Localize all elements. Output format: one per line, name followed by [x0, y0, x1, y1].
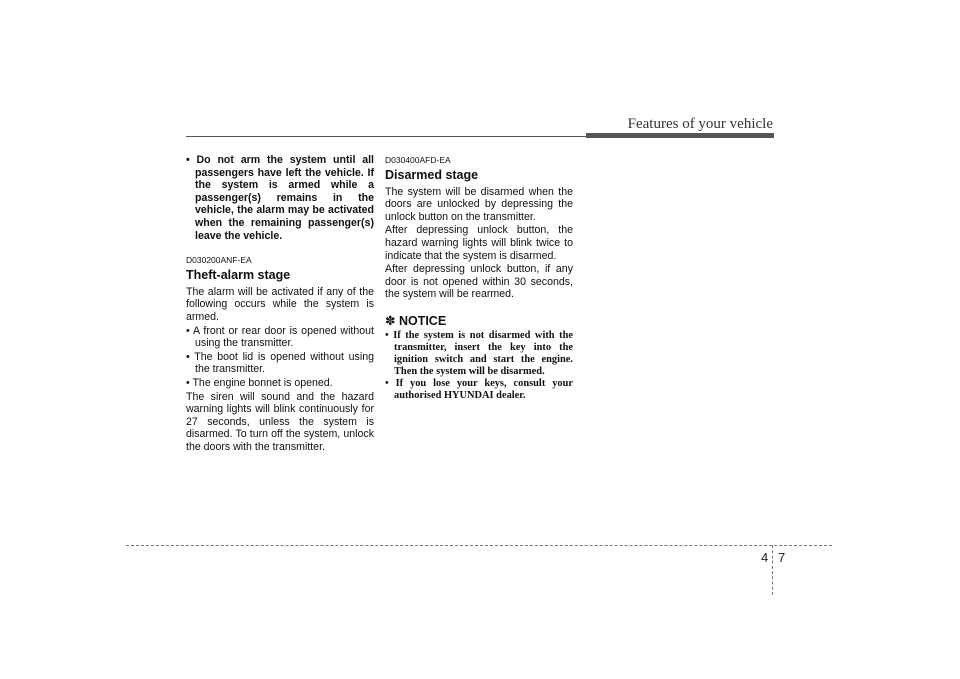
header-rule-accent [586, 133, 774, 138]
chapter-number: 4 [761, 550, 769, 565]
footer-dashed-rule [126, 545, 832, 546]
paragraph: The siren will sound and the hazard warning lights will blink continuously for 27 seconds, unless the system is disarmed. To turn off the system, unlock the doors with the transmitter. [186, 390, 374, 453]
footer-dashed-divider [772, 545, 773, 595]
list-item: • A front or rear door is opened without using the transmitter. [186, 324, 374, 350]
paragraph: After depressing unlock button, if any door is not opened within 30 seconds, the system will be rearmed. [385, 263, 573, 301]
list-item: • The boot lid is opened without using the transmitter. [186, 350, 374, 376]
page-header-title: Features of your vehicle [627, 116, 773, 132]
notice-item: • If the system is not disarmed with the transmitter, insert the key into the ignition switch and start the engine. Then the system will be disarmed. [385, 329, 573, 377]
warning-bullet: • Do not arm the system until all passengers have left the vehicle. If the system is armed while a passenger(s) remains in the vehicle, the alarm may be activated when the remaining passenger(s) leave the vehicle. [186, 154, 374, 242]
right-column [385, 154, 573, 402]
section-title-disarmed: Disarmed stage [385, 167, 479, 182]
notice-heading: ✽ NOTICE [385, 313, 447, 328]
paragraph: After depressing unlock button, the hazard warning lights will blink twice to indicate that the system is disarmed. [385, 224, 573, 262]
section-code: D030400AFD-EA [385, 155, 451, 165]
paragraph: The system will be disarmed when the doors are unlocked by depressing the unlock button on the transmitter. [385, 185, 573, 223]
notice-item: • If you lose your keys, consult your authorised HYUNDAI dealer. [385, 377, 573, 401]
section-code: D030200ANF-EA [186, 255, 252, 266]
page-number: 7 [778, 550, 786, 565]
left-column [186, 154, 374, 454]
paragraph: The alarm will be activated if any of the following occurs while the system is armed. [186, 285, 374, 323]
header-rule [186, 136, 586, 137]
section-title-theft-alarm: Theft-alarm stage [186, 267, 291, 282]
list-item: • The engine bonnet is opened. [186, 376, 333, 389]
